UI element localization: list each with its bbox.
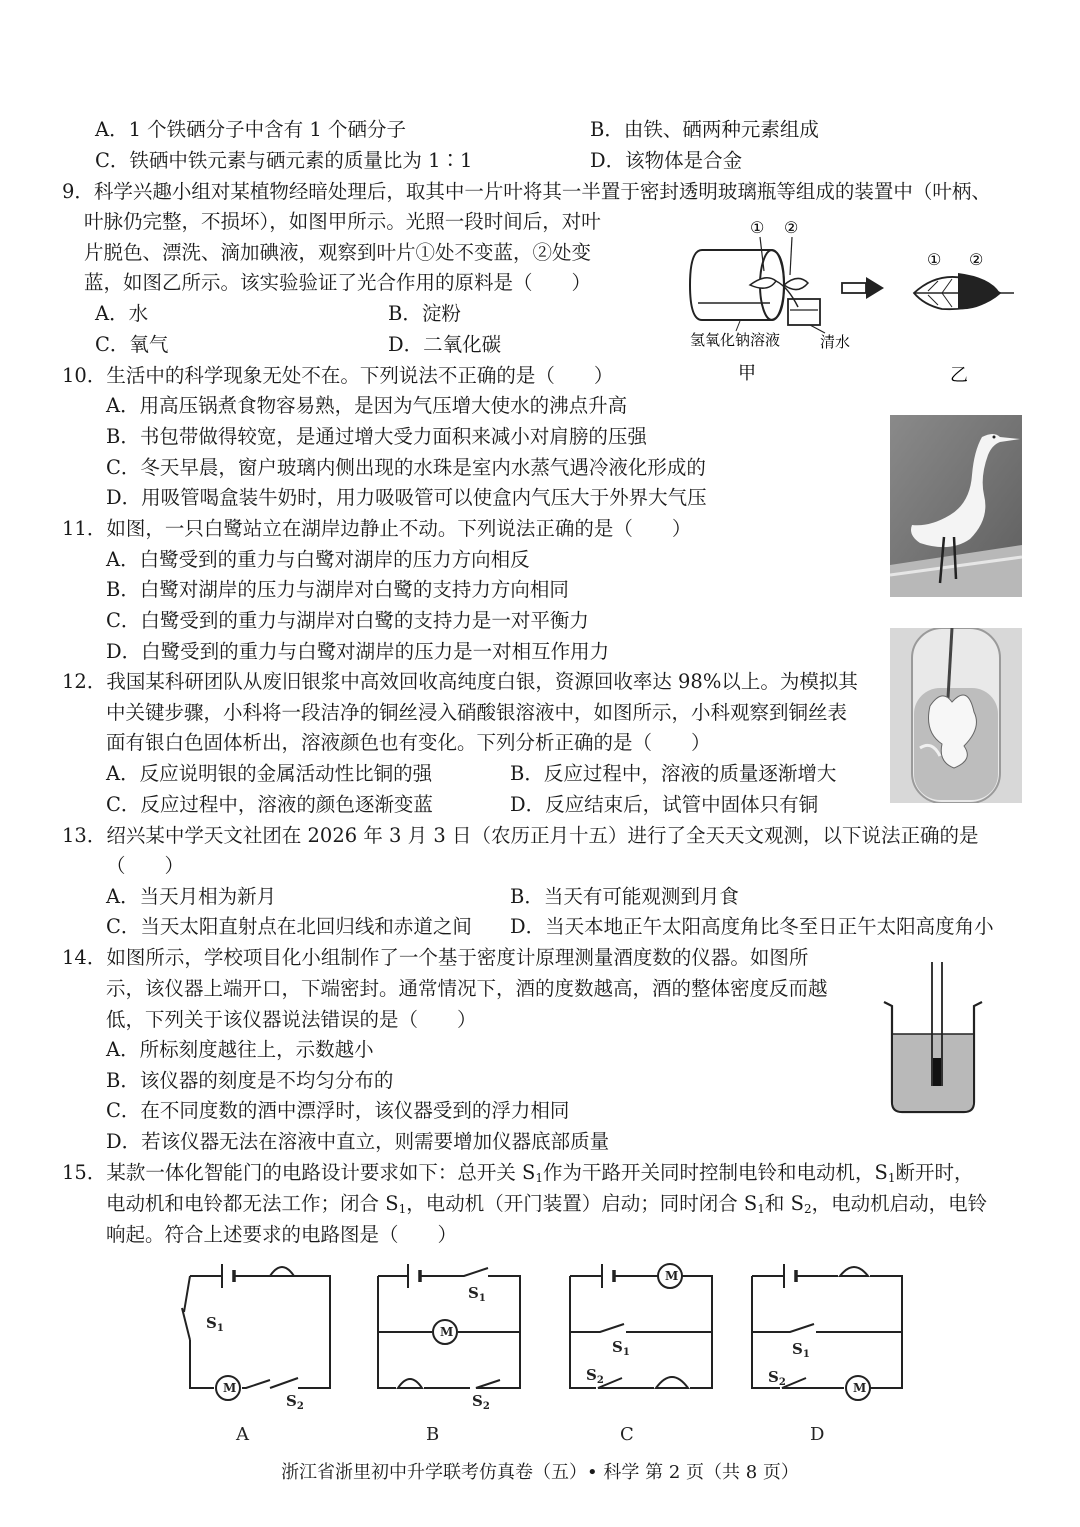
q8-option-d: D．该物体是合金 xyxy=(590,149,743,172)
circuit-d xyxy=(752,1264,902,1445)
circuit-a-wires xyxy=(184,1276,330,1388)
q12-option-a: A．反应说明银的金属活动性比铜的强 xyxy=(106,762,433,785)
q9-stem-line2: 叶脉仍完整，不损坏），如图甲所示。光照一段时间后，对叶 xyxy=(84,210,601,233)
circuit-c-s2-label: $S_2$ xyxy=(586,1366,604,1386)
naoh-leader xyxy=(736,321,740,331)
q14-option-a: A．所标刻度越往上，示数越小 xyxy=(106,1038,374,1061)
q9-stem-line4: 蓝，如图乙所示。该实验验证了光合作用的原料是（ ） xyxy=(84,271,592,294)
switch-s2-blade xyxy=(270,1378,298,1388)
circuit-d-motor-label: M xyxy=(853,1381,867,1395)
circuit-c-s1-label: $S_1$ xyxy=(612,1338,630,1358)
q13-option-d: D．当天本地正午太阳高度角比冬至日正午太阳高度角小 xyxy=(510,915,994,938)
q14-option-d: D．若该仪器无法在溶液中直立，则需要增加仪器底部质量 xyxy=(106,1130,610,1153)
marker-2-jar: ② xyxy=(784,218,799,237)
naoh-label: 氢氧化钠溶液 xyxy=(690,331,781,349)
q11-option-b: B．白鹭对湖岸的压力与湖岸对白鹭的支持力方向相同 xyxy=(106,578,569,601)
q12-stem-line2: 中关键步骤，小科将一段洁净的铜丝浸入硝酸银溶液中，如图所示，小科观察到铜丝表 xyxy=(106,701,848,724)
q11-option-d: D．白鹭受到的重力与白鹭对湖岸的压力是一对相互作用力 xyxy=(106,640,610,663)
marker-1-jar: ① xyxy=(750,218,765,237)
figure-jia-label: 甲 xyxy=(738,363,756,384)
q14-stem-line1: 14．如图所示，学校项目化小组制作了一个基于密度计原理测量酒度数的仪器。如图所 xyxy=(62,946,809,969)
water-label: 清水 xyxy=(820,333,851,351)
q12-stem-line3: 面有银白色固体析出，溶液颜色也有变化。下列分析正确的是（ ） xyxy=(106,731,711,754)
switch-s1-blade xyxy=(182,1308,190,1340)
q13-option-b: B．当天有可能观测到月食 xyxy=(510,885,739,908)
q14-option-b: B．该仪器的刻度是不均匀分布的 xyxy=(106,1069,394,1092)
egret-eye-shape xyxy=(993,436,996,439)
circuit-d-label: D xyxy=(810,1424,825,1445)
q8-option-c: C．铁硒中铁元素与硒元素的质量比为 1∶1 xyxy=(95,149,473,172)
figure-yi-label: 乙 xyxy=(950,365,968,385)
q12-option-d: D．反应结束后，试管中固体只有铜 xyxy=(510,793,819,816)
hydrometer-beaker-figure xyxy=(878,958,988,1118)
circuit-a-s2-label: $S_2$ xyxy=(286,1392,304,1412)
egret-photo xyxy=(890,415,1022,597)
arrow-body-shape xyxy=(842,283,866,293)
q9-option-b: B．淀粉 xyxy=(388,302,461,325)
bell-icon xyxy=(398,1379,422,1388)
q9-option-d: D．二氧化碳 xyxy=(388,333,502,356)
circuit-c-label: C xyxy=(620,1424,634,1445)
circuit-b xyxy=(378,1264,520,1445)
q11-option-a: A．白鹭受到的重力与白鹭对湖岸的压力方向相反 xyxy=(106,548,530,571)
q15-stem-line2: 电动机和电铃都无法工作；闭合 $S_1$，电动机（开门装置）启动；同时闭合 $S_1$和 $S_2$，电动机启动，电铃 xyxy=(106,1192,988,1216)
circuit-c xyxy=(570,1264,712,1445)
q11-option-c: C．白鹭受到的重力与湖岸对白鹭的支持力是一对平衡力 xyxy=(106,609,589,632)
q13-option-c: C．当天太阳直射点在北回归线和赤道之间 xyxy=(106,915,472,938)
q8-option-a: A．1 个铁硒分子中含有 1 个硒分子 xyxy=(95,118,406,141)
q14-option-c: C．在不同度数的酒中漂浮时，该仪器受到的浮力相同 xyxy=(106,1099,570,1122)
water-leader xyxy=(810,325,825,333)
circuit-b-s1-label: $S_1$ xyxy=(468,1284,486,1304)
q9-leaf-experiment-figure xyxy=(680,215,1030,385)
leaf-in-jar-shape xyxy=(750,278,776,288)
circuit-b-s2-label: $S_2$ xyxy=(472,1392,490,1412)
q11-stem: 11．如图，一只白鹭站立在湖岸边静止不动。下列说法正确的是（ ） xyxy=(62,517,692,540)
marker-1-leaf: ① xyxy=(927,250,942,269)
q9-stem-line1: 9．科学兴趣小组对某植物经暗处理后，取其中一片叶将其一半置于密封透明玻璃瓶等组成的装置中（叶柄、 xyxy=(62,180,991,203)
bell-icon xyxy=(270,1267,294,1276)
q10-stem: 10．生活中的科学现象无处不在。下列说法不正确的是（ ） xyxy=(62,364,614,387)
q10-option-c: C．冬天早晨，窗户玻璃内侧出现的水珠是室内水蒸气遇冷液化形成的 xyxy=(106,456,706,479)
q8-option-b: B．由铁、硒两种元素组成 xyxy=(590,118,819,141)
q15-circuit-options xyxy=(170,1258,930,1448)
q13-option-a: A．当天月相为新月 xyxy=(106,885,277,908)
q14-stem-line2: 示，该仪器上端开口，下端密封。通常情况下，酒的度数越高，酒的整体密度反而越 xyxy=(106,977,828,1000)
q9-option-a: A．水 xyxy=(95,302,149,325)
arrow-head-shape xyxy=(866,277,884,299)
q9-option-c: C．氧气 xyxy=(95,333,169,356)
q13-stem-line2: （ ） xyxy=(106,854,185,877)
circuit-b-label: B xyxy=(426,1424,440,1445)
q12-stem-line1: 12．我国某科研团队从废旧银浆中高效回收高纯度白银，资源回收率达 98%以上。为模拟其 xyxy=(62,670,858,693)
bell-icon xyxy=(840,1267,868,1276)
circuit-d-s2-label: $S_2$ xyxy=(768,1368,786,1388)
hydrometer-weight-shape xyxy=(933,1058,941,1086)
q10-option-d: D．用吸管喝盒装牛奶时，用力吸吸管可以使盒内气压大于外界大气压 xyxy=(106,486,707,509)
q15-stem-line3: 响起。符合上述要求的电路图是（ ） xyxy=(106,1223,458,1246)
q14-stem-line3: 低，下列关于该仪器说法错误的是（ ） xyxy=(106,1008,477,1031)
bell-icon xyxy=(656,1377,688,1388)
water-beaker-shape xyxy=(788,299,820,325)
q12-option-c: C．反应过程中，溶液的颜色逐渐变蓝 xyxy=(106,793,433,816)
q13-stem-line1: 13．绍兴某中学天文社团在 2026 年 3 月 3 日（农历正月十五）进行了全天天文观测，以下说法正确的是 xyxy=(62,824,979,847)
q10-option-a: A．用高压锅煮食物容易熟，是因为气压增大使水的沸点升高 xyxy=(106,394,628,417)
circuit-a-s1-label: $S_1$ xyxy=(206,1314,224,1334)
marker-2-leaf: ② xyxy=(969,250,984,269)
marker-2-leader xyxy=(790,237,792,275)
page-footer: 浙江省浙里初中升学联考仿真卷（五）• 科学 第 2 页（共 8 页） xyxy=(281,1462,799,1483)
circuit-a xyxy=(182,1264,330,1445)
q12-option-b: B．反应过程中，溶液的质量逐渐增大 xyxy=(510,762,837,785)
leaf-blue-half-shape xyxy=(958,273,1000,309)
circuit-a-motor-label: M xyxy=(223,1381,237,1395)
copper-wire-test-tube-photo xyxy=(890,628,1022,803)
leaf-outside-shape xyxy=(784,278,808,289)
circuit-d-s1-label: $S_1$ xyxy=(792,1340,810,1360)
q9-stem-line3: 片脱色、漂洗、滴加碘液，观察到叶片①处不变蓝，②处变 xyxy=(84,241,592,264)
q15-stem-line1: 15．某款一体化智能门的电路设计要求如下：总开关 $S_1$作为干路开关同时控制电铃和电动机，$S_1$断开时， xyxy=(62,1161,974,1185)
circuit-b-motor-label: M xyxy=(440,1325,454,1339)
q10-option-b: B．书包带做得较宽，是通过增大受力面积来减小对肩膀的压强 xyxy=(106,425,647,448)
circuit-a-label: A xyxy=(236,1424,249,1445)
circuit-c-motor-label: M xyxy=(665,1269,679,1283)
